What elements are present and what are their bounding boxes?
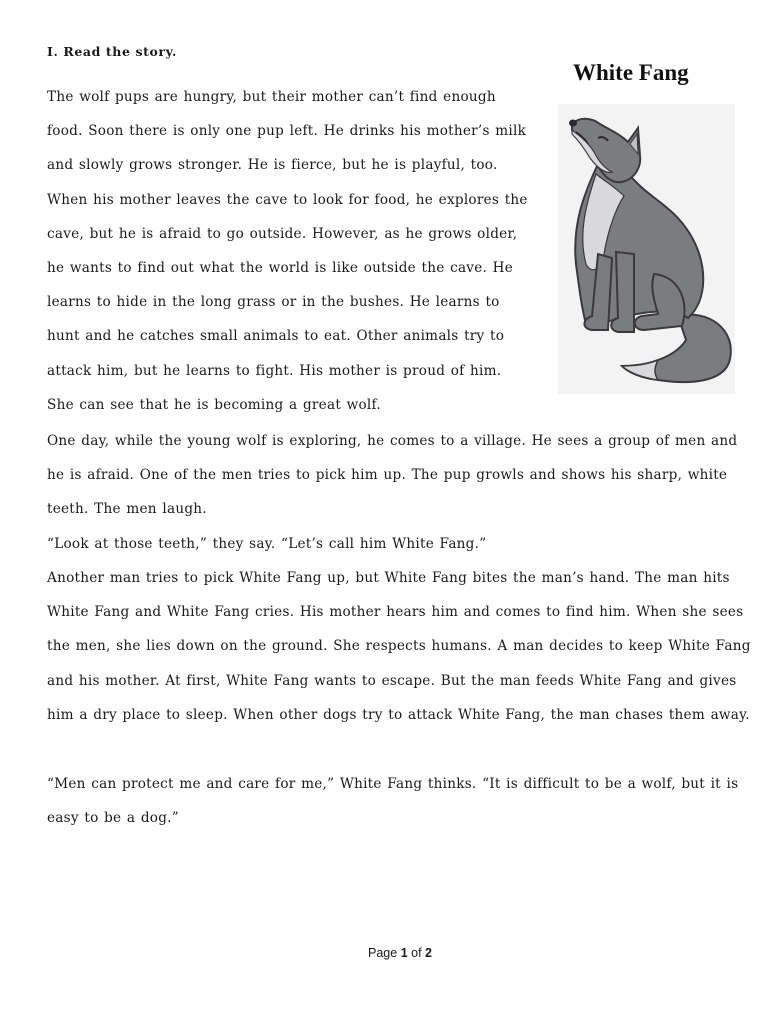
- page-word: Page: [368, 946, 398, 960]
- of-word: of: [411, 946, 422, 960]
- page-number: [0, 946, 768, 960]
- wolf-illustration: [558, 104, 735, 394]
- story-paragraph-3: “Look at those teeth,” they say. “Let’s call him White Fang.”: [47, 536, 487, 552]
- story-title: White Fang: [573, 60, 689, 85]
- total-pages: 2: [425, 946, 432, 960]
- story-paragraph-2: One day, while the young wolf is exploring, he comes to a village. He sees a group of men and he is afraid. One of the men tries to pick him up. The pup growls and shows his sharp, white teeth. The men laugh.: [47, 433, 738, 518]
- current-page: 1: [400, 946, 408, 960]
- instruction-heading: I. Read the story.: [47, 44, 177, 59]
- howling-wolf-icon: [558, 104, 735, 394]
- story-paragraph-5: “Men can protect me and care for me,” White Fang thinks. “It is difficult to be a wolf, but it is easy to be a dog.”: [47, 776, 739, 827]
- story-paragraph-4: Another man tries to pick White Fang up, but White Fang bites the man’s hand. The man hits White Fang and White Fang cries. His mother hears him and comes to find him. When she sees the men, she lies down on the ground. She respects humans. A man decides to keep White Fang and his mother. At first, White Fang wants to escape. But the man feeds White Fang and gives him a dry place to sleep. When other dogs try to attack White Fang, the man chases them away.: [47, 570, 751, 723]
- story-paragraph-1: The wolf pups are hungry, but their mother can’t find enough food. Soon there is only one pup left. He drinks his mother’s milk and slowly grows stronger. He is fierce, but he is playful, too. When his mother leaves the cave to look for food, he explores the cave, but he is afraid to go outside. However, as he grows older, he wants to find out what the world is like outside the cave. He learns to hide in the long grass or in the bushes. He learns to hunt and he catches small animals to eat. Other animals try to attack him, but he learns to fight. His mother is proud of him. She can see that he is becoming a great wolf.: [47, 89, 528, 413]
